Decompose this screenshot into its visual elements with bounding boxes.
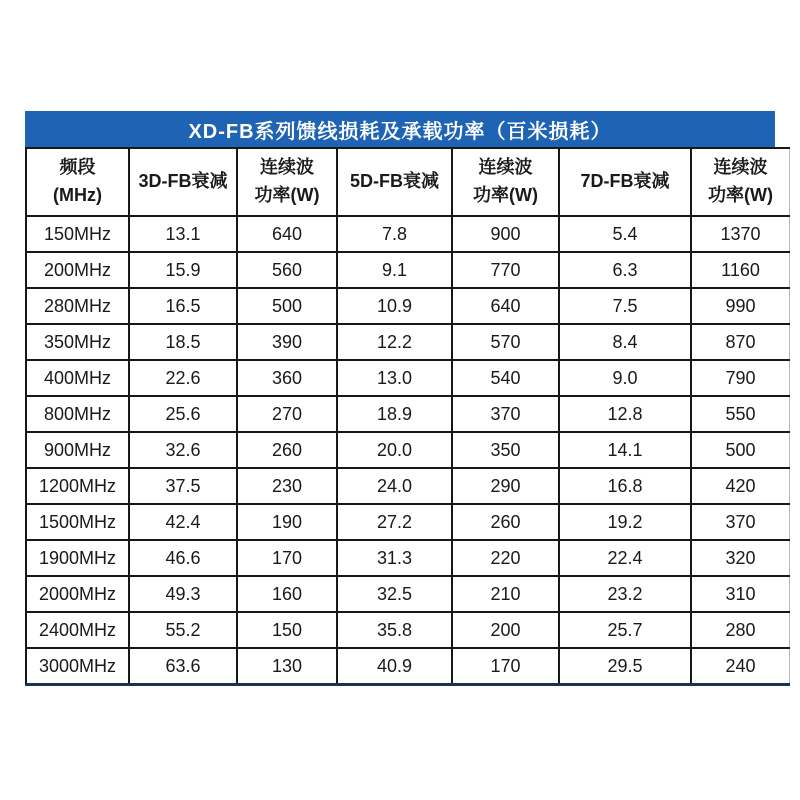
- cell-frequency: 350MHz: [26, 324, 129, 360]
- cell-value: 18.5: [129, 324, 237, 360]
- cell-value: 220: [452, 540, 559, 576]
- cell-value: 9.1: [337, 252, 452, 288]
- cell-value: 12.8: [559, 396, 691, 432]
- header-cell-line: 功率(W): [473, 185, 538, 205]
- cell-value: 240: [691, 648, 790, 685]
- header-cell-line: 功率(W): [708, 185, 773, 205]
- cell-value: 14.1: [559, 432, 691, 468]
- table-row: [26, 216, 790, 252]
- cell-value: 570: [452, 324, 559, 360]
- cell-value: 190: [237, 504, 337, 540]
- cell-value: 900: [452, 216, 559, 252]
- cell-value: 640: [237, 216, 337, 252]
- cell-value: 27.2: [337, 504, 452, 540]
- cell-value: 1370: [691, 216, 790, 252]
- cell-value: 63.6: [129, 648, 237, 685]
- cell-frequency: 200MHz: [26, 252, 129, 288]
- cell-value: 770: [452, 252, 559, 288]
- cell-value: 310: [691, 576, 790, 612]
- cell-frequency: 1900MHz: [26, 540, 129, 576]
- cell-value: 260: [237, 432, 337, 468]
- cell-value: 420: [691, 468, 790, 504]
- table-title: XD-FB系列馈线损耗及承载功率（百米损耗）: [25, 111, 775, 147]
- cell-value: 18.9: [337, 396, 452, 432]
- feeder-loss-table: [25, 147, 790, 686]
- cell-value: 790: [691, 360, 790, 396]
- header-cell: [337, 148, 452, 216]
- table-row: [26, 432, 790, 468]
- cell-value: 32.6: [129, 432, 237, 468]
- table-row: [26, 576, 790, 612]
- header-cell-line: 连续波: [260, 157, 314, 178]
- table-row: [26, 504, 790, 540]
- cell-value: 22.6: [129, 360, 237, 396]
- cell-value: 19.2: [559, 504, 691, 540]
- cell-value: 500: [237, 288, 337, 324]
- cell-value: 29.5: [559, 648, 691, 685]
- cell-value: 13.1: [129, 216, 237, 252]
- cell-value: 35.8: [337, 612, 452, 648]
- cell-value: 1160: [691, 252, 790, 288]
- table-header: [26, 148, 790, 216]
- table-row: [26, 540, 790, 576]
- cell-frequency: 1500MHz: [26, 504, 129, 540]
- cell-value: 500: [691, 432, 790, 468]
- cell-value: 42.4: [129, 504, 237, 540]
- header-cell-line: 频段: [59, 157, 96, 178]
- table-row: [26, 612, 790, 648]
- cell-value: 37.5: [129, 468, 237, 504]
- cell-value: 7.5: [559, 288, 691, 324]
- cell-frequency: 2400MHz: [26, 612, 129, 648]
- cell-frequency: 900MHz: [26, 432, 129, 468]
- header-cell: [26, 148, 129, 216]
- cell-value: 20.0: [337, 432, 452, 468]
- cell-value: 370: [452, 396, 559, 432]
- cell-value: 10.9: [337, 288, 452, 324]
- table-row: [26, 648, 790, 685]
- cell-frequency: 150MHz: [26, 216, 129, 252]
- cell-value: 990: [691, 288, 790, 324]
- cell-value: 320: [691, 540, 790, 576]
- header-cell-line: 3D-FB衰减: [138, 171, 228, 192]
- cell-value: 350: [452, 432, 559, 468]
- cell-value: 550: [691, 396, 790, 432]
- cell-value: 370: [691, 504, 790, 540]
- cell-frequency: 3000MHz: [26, 648, 129, 685]
- table-body: [26, 216, 790, 685]
- table-row: [26, 252, 790, 288]
- cell-value: 31.3: [337, 540, 452, 576]
- cell-value: 7.8: [337, 216, 452, 252]
- cell-value: 25.6: [129, 396, 237, 432]
- header-cell: [237, 148, 337, 216]
- cell-value: 390: [237, 324, 337, 360]
- table-row: [26, 396, 790, 432]
- cell-value: 360: [237, 360, 337, 396]
- cell-value: 22.4: [559, 540, 691, 576]
- cell-frequency: 1200MHz: [26, 468, 129, 504]
- header-cell-line: 连续波: [478, 157, 533, 178]
- cell-value: 8.4: [559, 324, 691, 360]
- header-cell-line: 5D-FB衰减: [350, 171, 439, 192]
- header-cell-line: (MHz): [53, 185, 102, 205]
- cell-value: 230: [237, 468, 337, 504]
- cell-value: 560: [237, 252, 337, 288]
- cell-value: 5.4: [559, 216, 691, 252]
- cell-frequency: 280MHz: [26, 288, 129, 324]
- cell-value: 24.0: [337, 468, 452, 504]
- cell-value: 280: [691, 612, 790, 648]
- table-row: [26, 324, 790, 360]
- cell-value: 540: [452, 360, 559, 396]
- cell-value: 15.9: [129, 252, 237, 288]
- header-row: [26, 148, 790, 216]
- cell-value: 23.2: [559, 576, 691, 612]
- cell-value: 40.9: [337, 648, 452, 685]
- cell-value: 260: [452, 504, 559, 540]
- cell-value: 49.3: [129, 576, 237, 612]
- cell-value: 55.2: [129, 612, 237, 648]
- cell-value: 160: [237, 576, 337, 612]
- cell-value: 46.6: [129, 540, 237, 576]
- cell-value: 870: [691, 324, 790, 360]
- cell-value: 640: [452, 288, 559, 324]
- header-cell-line: 功率(W): [254, 185, 320, 205]
- cell-value: 16.5: [129, 288, 237, 324]
- header-cell: [559, 148, 691, 216]
- cell-frequency: 400MHz: [26, 360, 129, 396]
- cell-value: 150: [237, 612, 337, 648]
- table-row: [26, 360, 790, 396]
- cell-value: 12.2: [337, 324, 452, 360]
- cell-value: 9.0: [559, 360, 691, 396]
- feeder-spec-panel: [25, 111, 775, 686]
- cell-value: 200: [452, 612, 559, 648]
- cell-value: 16.8: [559, 468, 691, 504]
- cell-value: 32.5: [337, 576, 452, 612]
- header-cell: [691, 148, 790, 216]
- cell-value: 270: [237, 396, 337, 432]
- table-row: [26, 288, 790, 324]
- header-cell-line: 7D-FB衰减: [580, 171, 670, 192]
- table-row: [26, 468, 790, 504]
- cell-value: 210: [452, 576, 559, 612]
- cell-value: 13.0: [337, 360, 452, 396]
- cell-value: 170: [452, 648, 559, 685]
- header-cell: [452, 148, 559, 216]
- cell-value: 25.7: [559, 612, 691, 648]
- header-cell-line: 连续波: [713, 157, 768, 178]
- cell-value: 290: [452, 468, 559, 504]
- cell-frequency: 800MHz: [26, 396, 129, 432]
- cell-value: 6.3: [559, 252, 691, 288]
- header-cell: [129, 148, 237, 216]
- cell-value: 130: [237, 648, 337, 685]
- cell-value: 170: [237, 540, 337, 576]
- cell-frequency: 2000MHz: [26, 576, 129, 612]
